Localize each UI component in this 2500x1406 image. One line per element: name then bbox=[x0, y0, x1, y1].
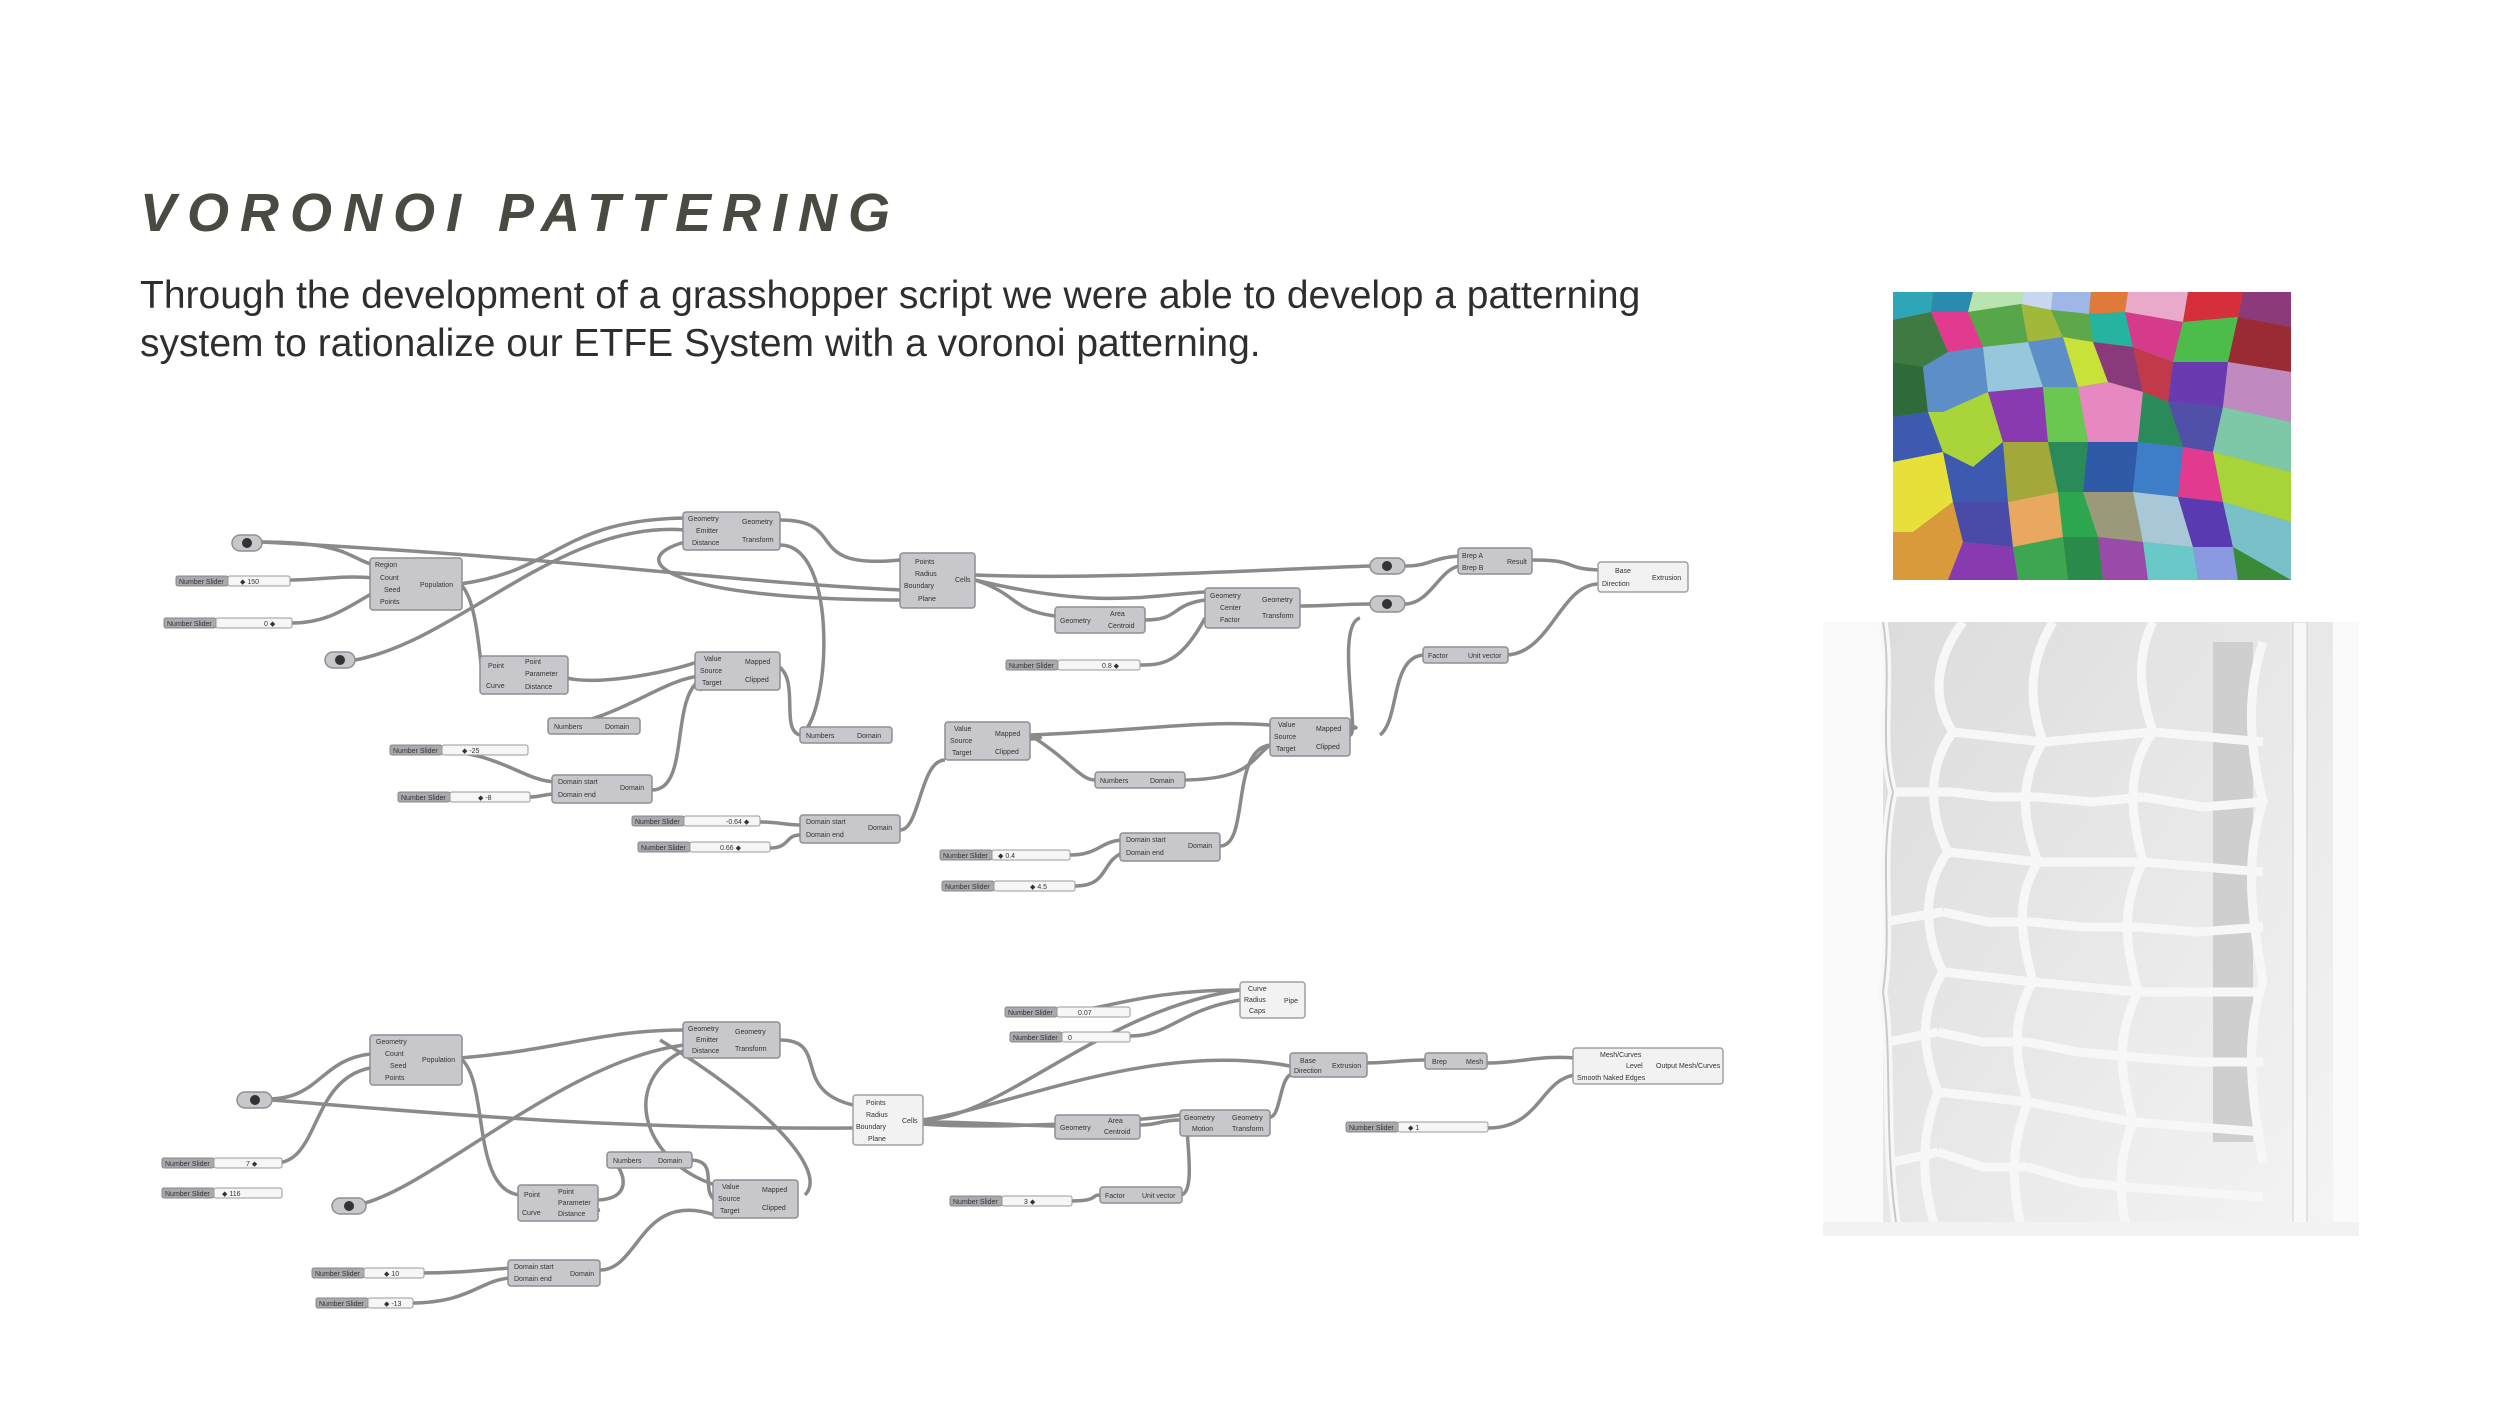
svg-text:Centroid: Centroid bbox=[1108, 623, 1135, 630]
svg-text:Source: Source bbox=[718, 1196, 741, 1203]
svg-text:Transform: Transform bbox=[1262, 613, 1294, 620]
svg-text:Base: Base bbox=[1615, 568, 1631, 575]
svg-text:Transform: Transform bbox=[742, 537, 774, 544]
svg-text:◆ 10: ◆ 10 bbox=[384, 1271, 400, 1278]
svg-text:Domain: Domain bbox=[1150, 778, 1175, 785]
svg-text:Centroid: Centroid bbox=[1104, 1129, 1131, 1136]
svg-text:Point: Point bbox=[525, 659, 541, 666]
svg-text:Distance: Distance bbox=[692, 1048, 720, 1055]
svg-text:Mesh/Curves: Mesh/Curves bbox=[1600, 1052, 1642, 1059]
svg-text:Result: Result bbox=[1507, 559, 1527, 566]
svg-text:Motion: Motion bbox=[1192, 1126, 1214, 1133]
svg-text:Clipped: Clipped bbox=[995, 749, 1019, 756]
svg-text:Unit vector: Unit vector bbox=[1468, 653, 1502, 660]
svg-text:Emitter: Emitter bbox=[696, 1037, 719, 1044]
svg-text:Cells: Cells bbox=[902, 1118, 918, 1125]
svg-text:Domain: Domain bbox=[868, 825, 893, 832]
svg-text:Distance: Distance bbox=[525, 684, 553, 691]
svg-text:Smooth Naked Edges: Smooth Naked Edges bbox=[1577, 1075, 1646, 1082]
svg-text:Number Slider: Number Slider bbox=[319, 1301, 364, 1308]
svg-text:◆ -13: ◆ -13 bbox=[384, 1301, 402, 1308]
svg-text:Curve: Curve bbox=[522, 1210, 541, 1217]
svg-text:Region: Region bbox=[375, 562, 398, 569]
svg-text:Mapped: Mapped bbox=[745, 659, 771, 666]
svg-text:Radius: Radius bbox=[1244, 997, 1266, 1004]
svg-text:Number Slider: Number Slider bbox=[953, 1199, 998, 1206]
svg-text:Target: Target bbox=[720, 1208, 740, 1215]
svg-text:Domain: Domain bbox=[658, 1158, 683, 1165]
svg-text:7 ◆: 7 ◆ bbox=[246, 1161, 258, 1168]
svg-text:Domain: Domain bbox=[570, 1271, 595, 1278]
svg-text:Domain end: Domain end bbox=[806, 832, 844, 839]
svg-text:Area: Area bbox=[1110, 611, 1125, 618]
svg-text:Number Slider: Number Slider bbox=[945, 884, 990, 891]
svg-text:◆ 150: ◆ 150 bbox=[240, 579, 260, 586]
svg-text:Geometry: Geometry bbox=[742, 519, 773, 526]
svg-text:Radius: Radius bbox=[866, 1112, 888, 1119]
svg-text:Number Slider: Number Slider bbox=[1008, 1010, 1053, 1017]
svg-text:0.8 ◆: 0.8 ◆ bbox=[1102, 663, 1120, 670]
svg-text:Number Slider: Number Slider bbox=[635, 819, 680, 826]
svg-text:Number Slider: Number Slider bbox=[401, 795, 446, 802]
svg-text:Number Slider: Number Slider bbox=[165, 1161, 210, 1168]
svg-text:Number Slider: Number Slider bbox=[179, 579, 224, 586]
svg-text:Point: Point bbox=[558, 1189, 574, 1196]
svg-text:Number Slider: Number Slider bbox=[393, 748, 438, 755]
svg-text:Number Slider: Number Slider bbox=[943, 853, 988, 860]
svg-text:Points: Points bbox=[866, 1100, 886, 1107]
number-slider[interactable] bbox=[316, 1298, 413, 1308]
svg-text:◆ 116: ◆ 116 bbox=[222, 1191, 241, 1198]
svg-text:Geometry: Geometry bbox=[688, 1026, 719, 1033]
svg-text:Domain start: Domain start bbox=[514, 1264, 554, 1271]
svg-text:0.07: 0.07 bbox=[1078, 1010, 1092, 1017]
svg-text:Points: Points bbox=[915, 559, 935, 566]
svg-text:Points: Points bbox=[385, 1075, 405, 1082]
svg-text:Seed: Seed bbox=[384, 587, 401, 594]
svg-text:Source: Source bbox=[700, 668, 723, 675]
number-slider[interactable] bbox=[176, 576, 290, 586]
svg-text:◆ -8: ◆ -8 bbox=[478, 795, 492, 802]
svg-text:0: 0 bbox=[1068, 1035, 1072, 1042]
svg-text:Transform: Transform bbox=[735, 1046, 767, 1053]
svg-text:◆ 0.4: ◆ 0.4 bbox=[998, 853, 1016, 860]
svg-text:Domain start: Domain start bbox=[558, 779, 598, 786]
svg-text:Output Mesh/Curves: Output Mesh/Curves bbox=[1656, 1063, 1721, 1070]
svg-text:Factor: Factor bbox=[1428, 653, 1448, 660]
svg-text:Curve: Curve bbox=[1248, 986, 1267, 993]
svg-text:Value: Value bbox=[1278, 722, 1296, 729]
svg-text:Value: Value bbox=[954, 726, 972, 733]
svg-text:Factor: Factor bbox=[1105, 1193, 1125, 1200]
svg-text:Source: Source bbox=[950, 738, 973, 745]
top-components bbox=[232, 512, 1688, 861]
number-slider[interactable] bbox=[940, 850, 1070, 860]
bottom-components bbox=[237, 982, 1723, 1286]
number-slider[interactable] bbox=[1006, 660, 1140, 670]
svg-text:Domain: Domain bbox=[620, 785, 645, 792]
svg-text:Plane: Plane bbox=[868, 1136, 886, 1143]
svg-text:Caps: Caps bbox=[1249, 1008, 1266, 1015]
svg-text:Domain: Domain bbox=[1188, 843, 1213, 850]
svg-text:Geometry: Geometry bbox=[688, 516, 719, 523]
svg-text:Population: Population bbox=[422, 1057, 456, 1064]
svg-text:Domain start: Domain start bbox=[806, 819, 846, 826]
svg-text:Geometry: Geometry bbox=[735, 1029, 766, 1036]
svg-text:Unit vector: Unit vector bbox=[1142, 1193, 1176, 1200]
svg-text:Geometry: Geometry bbox=[1060, 1125, 1091, 1132]
svg-text:Domain end: Domain end bbox=[514, 1276, 552, 1283]
svg-text:Extrusion: Extrusion bbox=[1332, 1063, 1362, 1070]
number-slider[interactable] bbox=[1346, 1122, 1488, 1132]
number-slider[interactable] bbox=[164, 618, 292, 628]
svg-text:Boundary: Boundary bbox=[856, 1124, 886, 1131]
svg-text:Level: Level bbox=[1626, 1063, 1643, 1070]
bottom-wires bbox=[268, 990, 1575, 1303]
bottom-sliders[interactable] bbox=[162, 1007, 1488, 1308]
svg-text:Parameter: Parameter bbox=[558, 1200, 591, 1207]
svg-text:Number Slider: Number Slider bbox=[1349, 1125, 1394, 1132]
svg-text:Value: Value bbox=[704, 656, 722, 663]
number-slider[interactable] bbox=[312, 1268, 424, 1278]
svg-text:Numbers: Numbers bbox=[1100, 778, 1129, 785]
svg-text:Direction: Direction bbox=[1602, 581, 1630, 588]
svg-text:Cells: Cells bbox=[955, 577, 971, 584]
svg-text:Number Slider: Number Slider bbox=[167, 621, 212, 628]
number-slider[interactable] bbox=[398, 792, 530, 802]
svg-text:Value: Value bbox=[722, 1184, 740, 1191]
svg-text:Factor: Factor bbox=[1220, 617, 1240, 624]
svg-text:Direction: Direction bbox=[1294, 1068, 1322, 1075]
svg-text:Brep A: Brep A bbox=[1462, 553, 1484, 560]
number-slider[interactable] bbox=[950, 1196, 1072, 1206]
svg-text:Points: Points bbox=[380, 599, 400, 606]
svg-text:Point: Point bbox=[488, 663, 504, 670]
number-slider[interactable] bbox=[1005, 1007, 1130, 1017]
svg-text:Number Slider: Number Slider bbox=[315, 1271, 360, 1278]
svg-text:Extrusion: Extrusion bbox=[1652, 575, 1682, 582]
svg-text:◆ 4.5: ◆ 4.5 bbox=[1030, 884, 1048, 891]
svg-text:3 ◆: 3 ◆ bbox=[1024, 1199, 1036, 1206]
svg-text:Domain: Domain bbox=[857, 733, 882, 740]
number-slider[interactable] bbox=[162, 1158, 282, 1168]
svg-text:Target: Target bbox=[952, 750, 972, 757]
svg-text:Geometry: Geometry bbox=[1232, 1115, 1263, 1122]
voronoi-facade-render bbox=[1823, 622, 2359, 1236]
svg-text:Clipped: Clipped bbox=[762, 1205, 786, 1212]
svg-text:0.66 ◆: 0.66 ◆ bbox=[720, 845, 741, 852]
svg-text:Geometry: Geometry bbox=[1060, 618, 1091, 625]
number-slider[interactable] bbox=[638, 842, 770, 852]
svg-text:◆ 1: ◆ 1 bbox=[1408, 1125, 1420, 1132]
svg-text:Seed: Seed bbox=[390, 1063, 407, 1070]
svg-text:Target: Target bbox=[1276, 746, 1296, 753]
svg-text:Number Slider: Number Slider bbox=[641, 845, 686, 852]
number-slider[interactable] bbox=[632, 816, 760, 826]
svg-text:Population: Population bbox=[420, 582, 454, 589]
svg-text:Domain: Domain bbox=[605, 724, 630, 731]
svg-text:Distance: Distance bbox=[692, 540, 720, 547]
svg-text:Numbers: Numbers bbox=[613, 1158, 642, 1165]
svg-text:Emitter: Emitter bbox=[696, 528, 719, 535]
svg-text:Brep B: Brep B bbox=[1462, 565, 1484, 572]
svg-text:Number Slider: Number Slider bbox=[1009, 663, 1054, 670]
number-slider[interactable] bbox=[390, 745, 528, 755]
svg-text:Curve: Curve bbox=[486, 683, 505, 690]
svg-text:◆ -25: ◆ -25 bbox=[462, 748, 480, 755]
svg-text:Clipped: Clipped bbox=[745, 677, 769, 684]
svg-text:Clipped: Clipped bbox=[1316, 744, 1340, 751]
svg-text:Parameter: Parameter bbox=[525, 671, 558, 678]
svg-text:Number Slider: Number Slider bbox=[165, 1191, 210, 1198]
svg-text:Numbers: Numbers bbox=[806, 733, 835, 740]
number-slider[interactable] bbox=[942, 881, 1075, 891]
svg-text:Center: Center bbox=[1220, 605, 1242, 612]
svg-text:Count: Count bbox=[385, 1051, 404, 1058]
slide-subtitle: Through the development of a grasshopper script we were able to develop a patterning system to rationalize our ETFE System with a voronoi patterning. bbox=[140, 274, 1641, 365]
svg-text:Domain start: Domain start bbox=[1126, 837, 1166, 844]
svg-text:Geometry: Geometry bbox=[1262, 597, 1293, 604]
svg-text:Pipe: Pipe bbox=[1284, 998, 1299, 1005]
svg-text:Domain end: Domain end bbox=[558, 792, 596, 799]
svg-text:Numbers: Numbers bbox=[554, 724, 583, 731]
svg-text:Geometry: Geometry bbox=[376, 1039, 407, 1046]
svg-text:Radius: Radius bbox=[915, 571, 937, 578]
svg-text:Boundary: Boundary bbox=[904, 583, 934, 590]
svg-text:Transform: Transform bbox=[1232, 1126, 1264, 1133]
number-slider[interactable] bbox=[1010, 1032, 1130, 1042]
number-slider[interactable] bbox=[162, 1188, 282, 1198]
svg-text:Count: Count bbox=[380, 575, 399, 582]
svg-text:Brep: Brep bbox=[1432, 1059, 1447, 1066]
svg-text:Mapped: Mapped bbox=[995, 731, 1021, 738]
svg-text:Number Slider: Number Slider bbox=[1013, 1035, 1058, 1042]
svg-text:Base: Base bbox=[1300, 1058, 1316, 1065]
slide-title: VORONOI PATTERING bbox=[140, 183, 902, 243]
svg-text:Target: Target bbox=[702, 680, 722, 687]
svg-text:-0.64 ◆: -0.64 ◆ bbox=[726, 819, 750, 826]
svg-text:Geometry: Geometry bbox=[1184, 1115, 1215, 1122]
svg-text:0 ◆: 0 ◆ bbox=[264, 621, 276, 628]
svg-text:Mesh: Mesh bbox=[1466, 1059, 1484, 1066]
svg-text:Domain end: Domain end bbox=[1126, 850, 1164, 857]
svg-text:Area: Area bbox=[1108, 1118, 1123, 1125]
svg-text:Distance: Distance bbox=[558, 1211, 586, 1218]
svg-text:Geometry: Geometry bbox=[1210, 593, 1241, 600]
svg-text:Mapped: Mapped bbox=[1316, 726, 1342, 733]
svg-text:Point: Point bbox=[524, 1192, 540, 1199]
svg-text:Mapped: Mapped bbox=[762, 1187, 788, 1194]
svg-text:Source: Source bbox=[1274, 734, 1297, 741]
voronoi-diagram-image bbox=[1893, 292, 2291, 580]
svg-text:Plane: Plane bbox=[918, 596, 936, 603]
